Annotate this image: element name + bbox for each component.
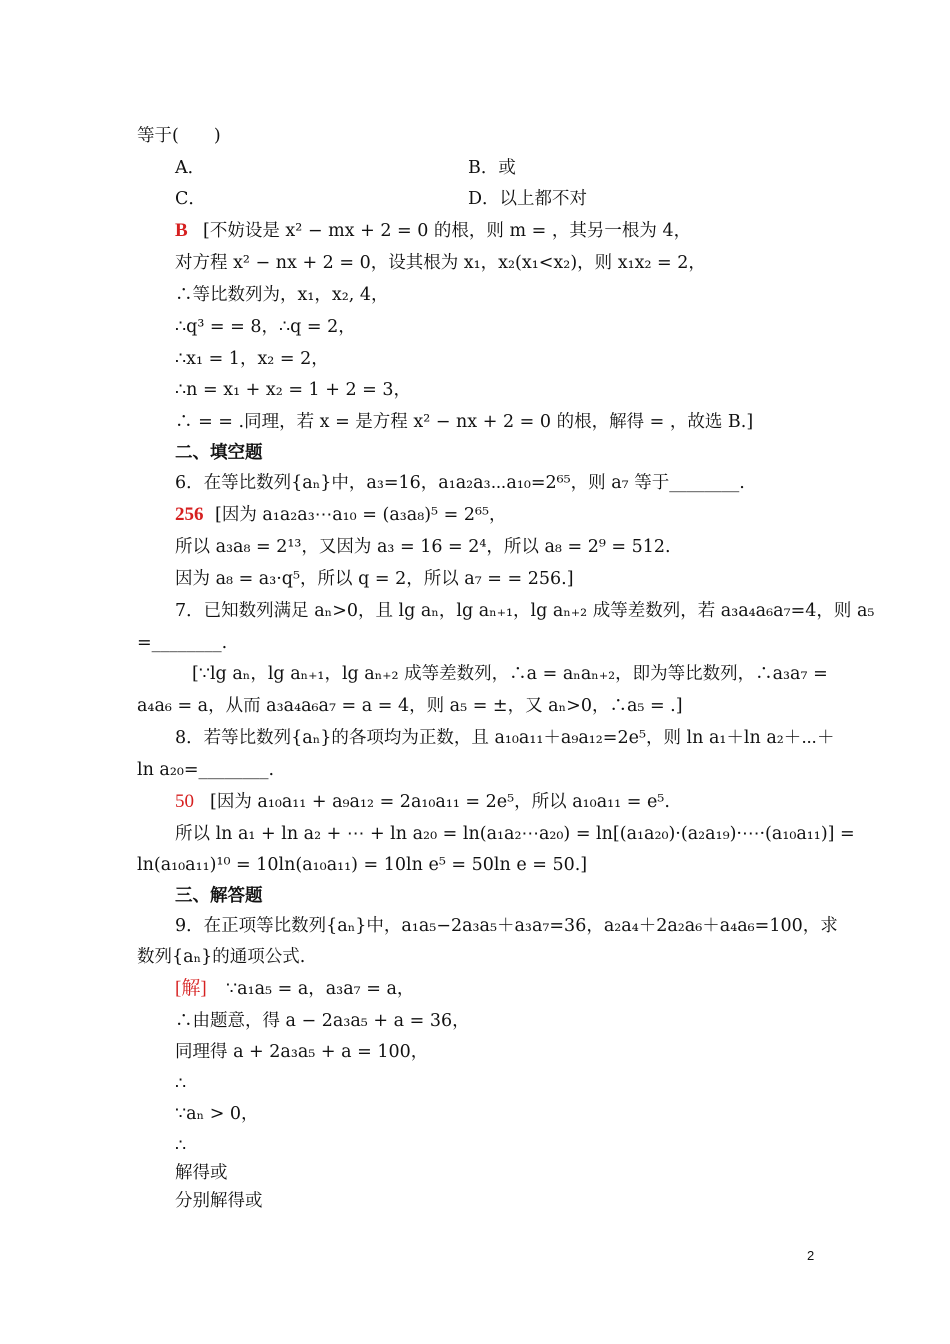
section-heading: 三、解答题 [175,886,263,906]
question-8: 8．若等比数列{aₙ}的各项均为正数，且 a₁₀a₁₁＋a₉a₁₂=2e⁵，则 ln a₁＋ln a₂＋⋯＋ [175,728,835,748]
solution-line: [∵lg aₙ，lg aₙ₊₁，lg aₙ₊₂ 成等差数列，∴a = aₙaₙ₊₂，即为等比数列，∴a₃a₇ = [192,664,828,684]
solution-line: ∵aₙ > 0， [175,1104,259,1124]
answer-tag: B [175,220,188,241]
option-a: A． [175,158,206,178]
question-6: 6．在等比数列{aₙ}中，a₃=16，a₁a₂a₃⋯a₁₀=2⁶⁵，则 a₇ 等于________. [175,473,745,493]
solution-line: [因为 a₁a₂a₃⋯a₁₀ = (a₃a₈)⁵ = 2⁶⁵， [215,505,507,525]
solution-line: ∴ [175,1136,187,1156]
text-line: 等于( ) [137,126,221,146]
solution-line: [不妨设是 x² − mx + 2 = 0 的根，则 m = ，其另一根为 4， [203,221,692,241]
question-7: 7．已知数列满足 aₙ>0，且 lg aₙ，lg aₙ₊₁，lg aₙ₊₂ 成等差数列，若 a₃a₄a₆a₇=4，则 a₅ [175,601,875,621]
section-heading: 二、填空题 [175,443,263,463]
solution-line: 分别解得或 [175,1191,263,1211]
answer-tag: 256 [175,504,204,525]
solution-line: 因为 a₈ = a₃·q⁵，所以 q = 2，所以 a₇ = = 256.] [175,569,574,589]
question-7-cont: =________. [137,633,228,653]
solution-line: ∵a₁a₅ = a，a₃a₇ = a， [226,979,415,999]
solution-line: [因为 a₁₀a₁₁ + a₉a₁₂ = 2a₁₀a₁₁ = 2e⁵，所以 a₁₀a₁₁ = e⁵. [210,792,670,812]
solution-line: ∴等比数列为，x₁，x₂, 4， [175,285,389,305]
question-9-cont: 数列{aₙ}的通项公式. [137,947,306,967]
solution-line: ∴q³ = = 8，∴q = 2， [175,317,356,337]
solution-line: 所以 a₃a₈ = 2¹³，又因为 a₃ = 16 = 2⁴，所以 a₈ = 2⁹ = 512. [175,537,671,557]
solution-line: 同理得 a + 2a₃a₅ + a = 100， [175,1042,429,1062]
option-d: D．以上都不对 [468,189,588,209]
solution-line: ln(a₁₀a₁₁)¹⁰ = 10ln(a₁₀a₁₁) = 10ln e⁵ = 50ln e = 50.] [137,855,588,875]
question-9: 9．在正项等比数列{aₙ}中，a₁a₅−2a₃a₅＋a₃a₇=36，a₂a₄＋2a₂a₆＋a₄a₆=100，求 [175,916,838,936]
solution-line: a₄a₆ = a，从而 a₃a₄a₆a₇ = a = 4，则 a₅ = ±，又 aₙ>0，∴a₅ = .] [137,696,683,716]
solution-line: ∴n = x₁ + x₂ = 1 + 2 = 3， [175,380,412,400]
solution-line: ∴x₁ = 1，x₂ = 2， [175,349,329,369]
question-8-cont: ln a₂₀=________. [137,760,275,780]
solution-line: 所以 ln a₁ + ln a₂ + ⋯ + ln a₂₀ = ln(a₁a₂⋯a₂₀) = ln[(a₁a₂₀)·(a₂a₁₉)·⋯·(a₁₀a₁₁)] = [175,824,855,844]
solution-line: 解得或 [175,1163,228,1183]
option-c: C． [175,189,206,209]
solution-line: 对方程 x² − nx + 2 = 0，设其根为 x₁，x₂(x₁<x₂)，则 x₁x₂ = 2， [175,253,706,273]
answer-tag: 50 [175,791,194,812]
page-number: 2 [807,1248,815,1263]
solution-tag: [解] [175,978,207,999]
option-b: B．或 [468,158,516,178]
solution-line: ∴由题意，得 a − 2a₃a₅ + a = 36， [175,1011,470,1031]
solution-line: ∴ = = .同理，若 x = 是方程 x² − nx + 2 = 0 的根，解得 = ，故选 B.] [175,412,754,432]
solution-line: ∴ [175,1074,187,1094]
